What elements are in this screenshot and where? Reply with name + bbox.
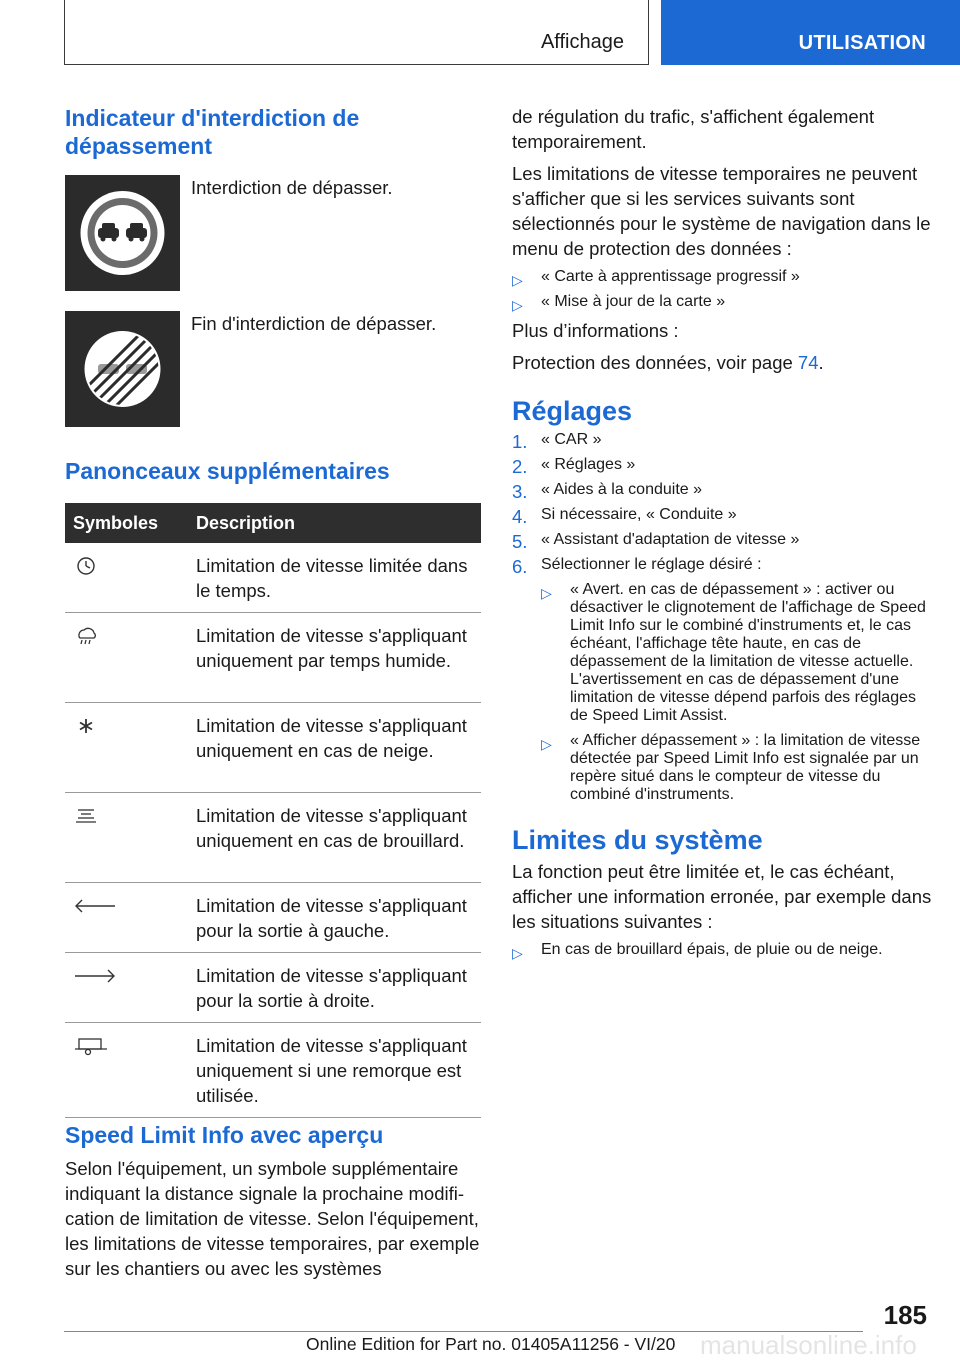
option-item: ▷ « Avert. en cas de dépassement » : activer ou désactiver le clignotement de l'affichage de Speed Limit Info sur le combiné d'instruments et, le cas échéant, l'affichage tête haute, en cas de dépassement de la limitation de vitesse actuelle. L'avertissement en cas de dépassement d'une limitation de vitesse dépend parfois des réglages de Speed Limit Assist. bbox=[541, 581, 926, 724]
list-item bbox=[512, 293, 932, 311]
list-item: ▷ En cas de brouillard épais, de pluie ou de neige. bbox=[512, 941, 932, 959]
table-cell-description: Limitation de vitesse s'appliquant pour la sortie à gauche. bbox=[188, 883, 481, 953]
table-row bbox=[65, 883, 481, 953]
footer-divider bbox=[64, 1331, 863, 1332]
table-row bbox=[65, 793, 481, 883]
more-info-label: Plus d’informations : bbox=[512, 320, 679, 341]
limits-paragraph: La fonction peut être limitée et, le cas échéant, afficher une information erronée, par exemple dans les situations suivantes : bbox=[512, 861, 932, 932]
bullet-triangle-icon: ▷ bbox=[512, 297, 523, 313]
right-column bbox=[512, 104, 932, 959]
bullet-triangle-icon: ▷ bbox=[512, 945, 523, 961]
service-item: « Mise à jour de la carte » bbox=[541, 293, 726, 310]
heading-overtaking: Indicateur d'interdiction de dépassement bbox=[65, 105, 360, 159]
preview-paragraph: Selon l'équipement, un symbole supplémentaire indiquant la distance signale la prochaine modification de limitation de vitesse. Selon l'équipement, les limitations de vitesse temporaires, par exemple sur les chantiers ou avec les systèmes bbox=[65, 1158, 480, 1279]
end-no-overtaking-sign-icon bbox=[65, 311, 180, 427]
bullet-triangle-icon: ▷ bbox=[541, 736, 552, 752]
table-row bbox=[65, 1023, 481, 1118]
no-overtaking-sign-icon bbox=[65, 175, 180, 291]
option-item: ▷ « Afficher dépassement » : la limitation de vitesse détectée par Speed Limit Info est signalée par un repère situé dans le compteur de vitesse du combiné d'instruments. bbox=[541, 732, 921, 803]
step-item: 2. « Réglages » bbox=[512, 456, 636, 477]
arrow-right-icon bbox=[73, 965, 117, 987]
table-cell-description: Limitation de vitesse s'appliquant uniquement si une remorque est utilisée. bbox=[188, 1023, 481, 1118]
table-cell-description: Limitation de vitesse limitée dans le temps. bbox=[188, 543, 481, 613]
page-link[interactable]: 74 bbox=[797, 352, 819, 373]
page-number: 185 bbox=[883, 1300, 927, 1330]
step-item: 4. Si nécessaire, « Conduite » bbox=[512, 506, 737, 527]
rain-icon bbox=[73, 625, 99, 647]
privacy-reference: Protection des données, voir page 74. bbox=[512, 352, 824, 373]
chapter-title: UTILISATION bbox=[798, 32, 926, 54]
snowflake-icon bbox=[73, 715, 99, 737]
table-cell-description: Limitation de vitesse s'appliquant uniquement par temps humide. bbox=[188, 613, 481, 703]
edition-label: Online Edition for Part no. 01405A11256 - VI/20 bbox=[306, 1334, 676, 1354]
table-row bbox=[65, 953, 481, 1023]
sign-no-overtaking-row bbox=[65, 175, 481, 291]
header-chapter-tab bbox=[661, 0, 960, 65]
step-item: 6. Sélectionner le réglage désiré : bbox=[512, 556, 762, 577]
watermark: manualsonline.info bbox=[700, 1330, 917, 1360]
heading-panels: Panonceaux supplémentaires bbox=[65, 458, 390, 484]
heading-preview: Speed Limit Info avec aperçu bbox=[65, 1122, 384, 1148]
clock-icon bbox=[73, 555, 99, 577]
list-item bbox=[512, 268, 932, 286]
heading-limits: Limites du système bbox=[512, 825, 763, 855]
panels-table bbox=[65, 503, 481, 1118]
step-item: 3. « Aides à la conduite » bbox=[512, 481, 703, 502]
step-item: 1. « CAR » bbox=[512, 431, 602, 452]
service-item: « Carte à apprentissage progressif » bbox=[541, 268, 800, 285]
table-cell-description: Limitation de vitesse s'appliquant uniquement en cas de neige. bbox=[188, 703, 481, 793]
table-header-symbols: Symboles bbox=[65, 503, 188, 543]
fog-icon bbox=[73, 805, 99, 827]
bullet-triangle-icon: ▷ bbox=[512, 272, 523, 288]
trailer-icon bbox=[73, 1035, 109, 1057]
bullet-triangle-icon: ▷ bbox=[541, 585, 552, 601]
sign2-label: Fin d'interdiction de dépasser. bbox=[191, 313, 437, 334]
table-cell-description: Limitation de vitesse s'appliquant pour la sortie à droite. bbox=[188, 953, 481, 1023]
table-header-description: Description bbox=[188, 503, 481, 543]
table-row bbox=[65, 543, 481, 613]
section-title: Affichage bbox=[540, 31, 624, 53]
sign-end-overtaking-row bbox=[65, 311, 481, 427]
sign1-label: Interdiction de dépasser. bbox=[191, 177, 393, 198]
arrow-left-icon bbox=[73, 895, 117, 917]
step-item: 5. « Assistant d'adaptation de vitesse » bbox=[512, 531, 800, 552]
heading-settings: Réglages bbox=[512, 396, 633, 426]
table-row bbox=[65, 613, 481, 703]
table-row bbox=[65, 703, 481, 793]
table-cell-description: Limitation de vitesse s'appliquant uniquement en cas de brouillard. bbox=[188, 793, 481, 883]
continuation-paragraph: de régulation du trafic, s'affichent également temporairement. bbox=[512, 106, 875, 152]
header-section-tab bbox=[64, 0, 649, 65]
temp-limits-paragraph: Les limitations de vitesse temporaires ne peuvent s'afficher que si les services suivants sont sélectionnés pour le système de navigation dans le menu de protection des données : bbox=[512, 163, 931, 259]
